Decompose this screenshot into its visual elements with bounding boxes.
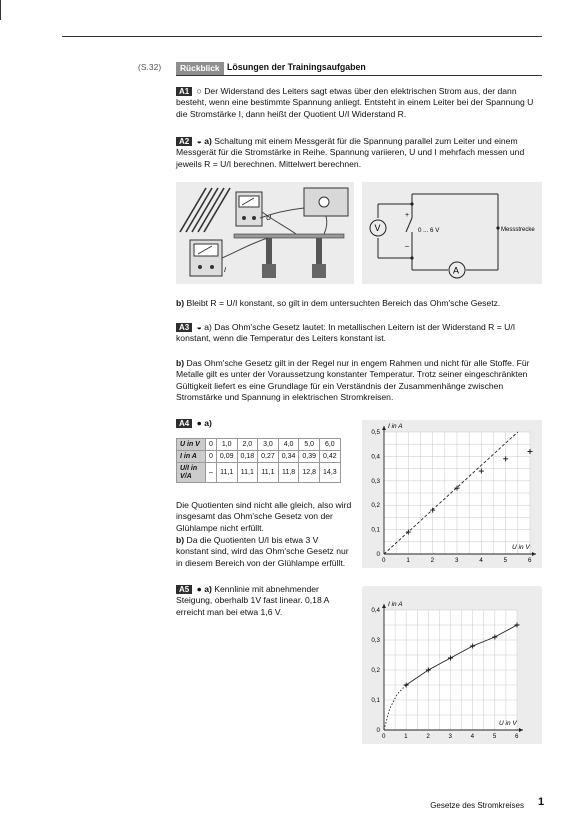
measurement-table [176, 438, 341, 483]
section-title: Lösungen der Trainingsaufgaben [227, 62, 366, 72]
task-a1 [176, 86, 540, 120]
y-tick-label: 0,5 [371, 429, 380, 436]
chart-a4 [362, 420, 542, 568]
y-axis-label: I in A [388, 601, 403, 608]
a1-text: Der Widerstand des Leiters sagt etwas über den elektrischen Strom aus, der dann besteht, wenn eine bestimmte Spannung anliegt. Entsteht in einem Leiter bei der Spannung U die Stromstärke I, dann heißt der Quotient U/I Widerstand R. [176, 86, 534, 119]
svg-text:–: – [405, 243, 409, 250]
task-a5 [176, 584, 352, 618]
y-tick-label: 0,1 [371, 526, 380, 534]
y-tick-label: 0,4 [371, 453, 380, 461]
task-a3-part-b [176, 358, 540, 403]
task-a2 [176, 136, 540, 170]
part-label: b) [176, 298, 185, 308]
table-row: U in V 0 1,0 2,0 3,0 4,0 5,0 6,0 [177, 439, 341, 451]
difficulty-marker: ◒ [196, 136, 202, 146]
x-tick-label: 6 [515, 733, 519, 740]
difficulty-marker: ● [196, 418, 202, 428]
part-label: b) [176, 358, 185, 368]
page-reference: (S.32) [138, 62, 162, 72]
y-tick-label: 0,4 [371, 607, 380, 614]
y-tick-label: 0,3 [371, 637, 380, 644]
x-tick-label: 4 [470, 733, 475, 740]
circuit-diagram [362, 182, 542, 284]
test-section-label: Messstrecke [501, 227, 535, 233]
x-tick-label: 2 [430, 557, 435, 564]
table-row: I in A 0 0,09 0,18 0,27 0,34 0,39 0,42 [177, 451, 341, 463]
task-tag-a5: A5 [176, 585, 192, 594]
y-tick-label: 0,1 [371, 697, 380, 704]
a2-part-b-text: Bleibt R = U/I konstant, so gilt in dem untersuchten Bereich das Ohm'sche Gesetz. [186, 298, 501, 308]
task-tag-a3: A3 [176, 323, 192, 332]
page-number: 1 [538, 796, 545, 808]
y-tick-label: 0 [376, 727, 380, 734]
difficulty-marker: ○ [196, 86, 202, 96]
x-tick-label: 4 [479, 557, 483, 564]
x-tick-label: 2 [426, 733, 430, 740]
source-label: 0 ... 6 V [418, 227, 440, 234]
a4-text-2: Da die Quotienten U/I bis etwa 3 V konstant sind, wird das Ohm'sche Gesetz nur in diesem Bereich von der Glühlampe erfüllt. [176, 535, 349, 568]
a5-text: Kennlinie mit abnehmender Steigung, oberhalb 1V fast linear. 0,18 A erreicht man bei etwa 1,6 V. [176, 584, 329, 617]
task-tag-a2: A2 [176, 137, 192, 146]
chart-a4-svg [362, 420, 542, 568]
y-tick-label: 0 [376, 551, 380, 558]
row-header: U/I in V/A [177, 463, 206, 483]
task-a3 [176, 322, 540, 345]
task-tag-a4: A4 [176, 419, 192, 428]
x-tick-label: 5 [503, 557, 508, 564]
difficulty-marker: ● [196, 584, 202, 594]
part-label: a) [204, 322, 212, 332]
part-label: b) [176, 535, 185, 545]
a3-part-a-text: Das Ohm'sche Gesetz lautet: In metallischen Leitern ist der Widerstand R = U/I konstant, wenn die Temperatur des Leiters konstant ist. [176, 322, 516, 344]
section-badge: Rückblick [176, 62, 224, 75]
svg-text:+: + [405, 212, 410, 219]
part-label: a) [204, 136, 212, 146]
x-tick-label: 3 [448, 733, 452, 740]
footer-chapter: Gesetze des Stromkreises [430, 801, 524, 810]
x-tick-label: 0 [382, 557, 386, 564]
a2-part-a-text: Schaltung mit einem Messgerät für die Spannung parallel zum Leiter und einem Messgerät für die Stromstärke in Reihe. Spannung variieren, U und I mehrfach messen und jeweils R = U/I berechnen. Mittelwert berechnen. [176, 136, 525, 169]
chart-a5 [362, 586, 542, 744]
x-tick-label: 3 [455, 557, 459, 564]
x-tick-label: 1 [404, 733, 408, 740]
y-axis-label: I in A [388, 423, 403, 430]
table-row: U/I in V/A – 11,1 11,1 11,1 11,8 12,8 14,3 [177, 463, 341, 483]
x-axis-label: U in V [499, 720, 517, 727]
x-tick-label: 1 [406, 557, 410, 564]
y-tick-label: 0,3 [371, 477, 380, 485]
task-a2-part-b [176, 298, 540, 309]
y-tick-label: 0,2 [371, 502, 380, 510]
apparatus-illustration [176, 182, 354, 284]
a4-text-1: Die Quotienten sind nicht alle gleich, also wird insgesamt das Ohm'sche Gesetz von der Glühlampe nicht erfüllt. [176, 500, 352, 533]
part-label: a) [204, 418, 212, 428]
footer-divider [0, 0, 1, 20]
x-axis-arrow [519, 728, 523, 732]
i-label: I [224, 267, 226, 274]
task-tag-a1: A1 [176, 87, 192, 96]
x-tick-label: 6 [528, 557, 532, 564]
a3-part-b-text: Das Ohm'sche Gesetz gilt in der Regel nur in engem Rahmen und nicht für alle Stoffe. Für Metalle gilt es unter der Voraussetzung konstanter Temperatur. Trotz seiner eingeschränkten Gültigkeit liefert es eine Grundlage für ein Verständnis der Zusammenhänge zwischen Stromstärke und Spannung in elektrischen Stromkreisen. [176, 358, 530, 402]
voltmeter-symbol: V [374, 223, 381, 233]
chart-a5-svg [362, 586, 542, 744]
y-axis-arrow [382, 604, 386, 608]
row-header: I in A [177, 451, 206, 463]
x-tick-label: 0 [382, 733, 386, 740]
task-a4-header [176, 418, 212, 429]
a4-part-b [176, 535, 352, 569]
u-label: U [266, 215, 272, 222]
ammeter-symbol: A [453, 265, 460, 276]
x-axis-label: U in V [512, 544, 530, 551]
difficulty-marker: ◒ [196, 322, 202, 332]
y-tick-label: 0,2 [371, 667, 380, 674]
x-tick-label: 5 [492, 733, 497, 740]
x-axis-arrow [532, 552, 536, 556]
part-label: a) [204, 584, 212, 594]
header-rule [176, 75, 542, 76]
y-axis-arrow [382, 426, 386, 430]
row-header: U in V [177, 439, 206, 451]
top-rule [62, 36, 542, 37]
